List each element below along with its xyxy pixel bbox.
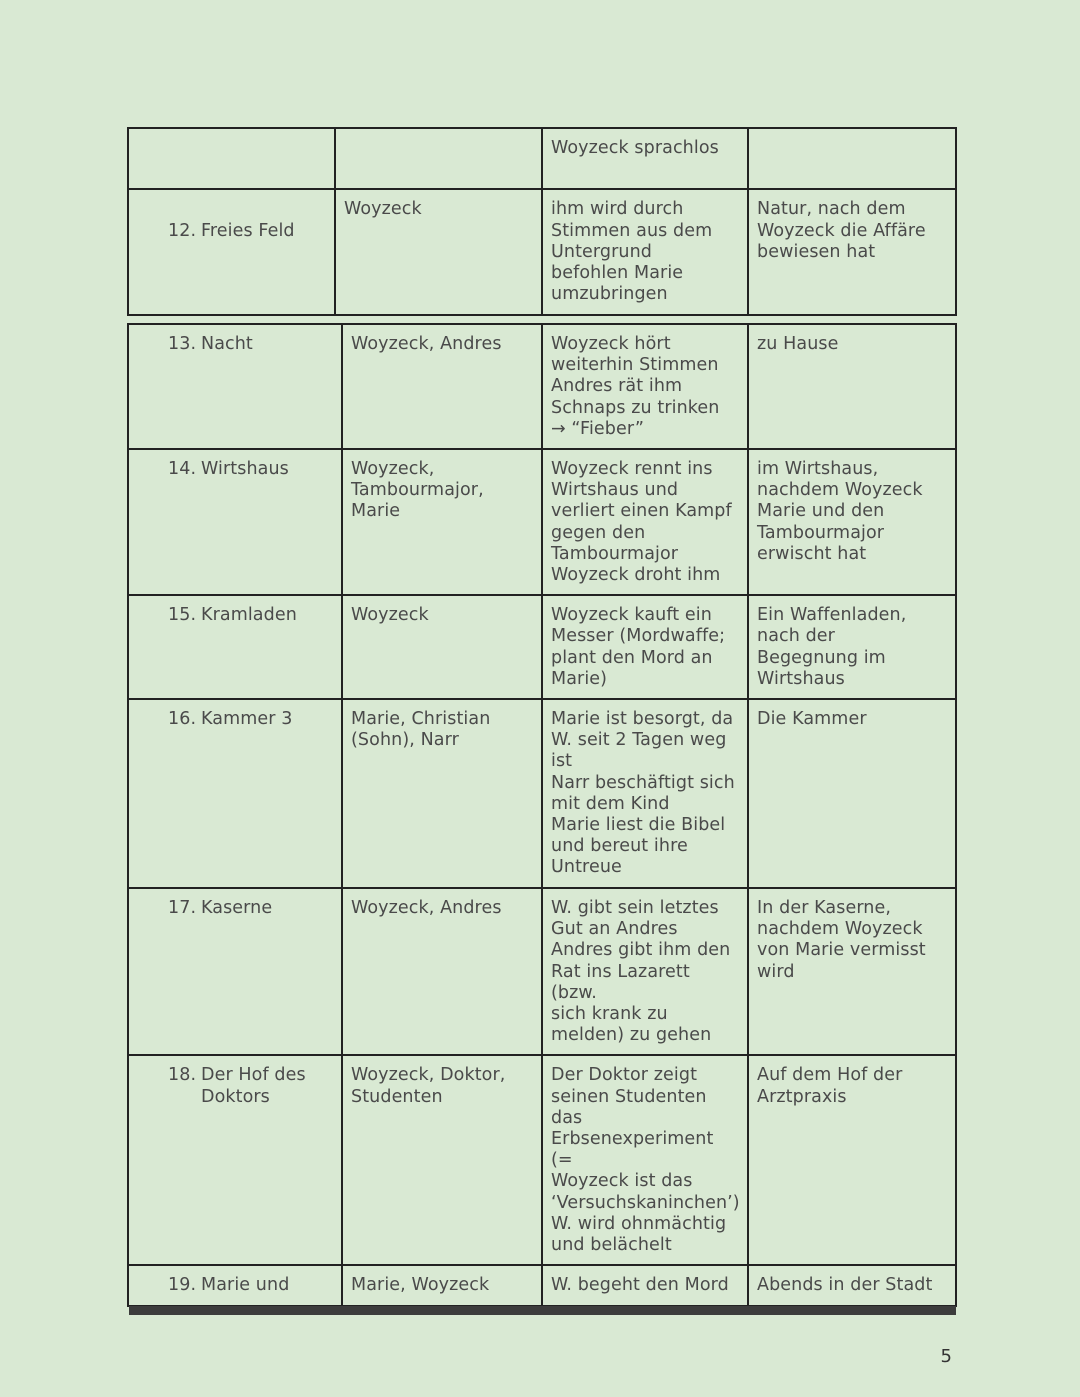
scene-number: 16. [168, 709, 197, 730]
content-cell: Der Doktor zeigt seinen Studenten das Erbsenexperiment (= Woyzeck ist das ‘Versuchskaninchen’) W. wird ohnmächtig und belächelt [542, 1055, 748, 1265]
scene-cell [128, 888, 342, 1055]
scene-cell [128, 1055, 342, 1265]
scene-number: 15. [168, 605, 197, 626]
characters-cell: Woyzeck [342, 595, 542, 699]
scene-cell [128, 699, 342, 888]
characters-cell: Woyzeck, Andres [342, 888, 542, 1055]
content-cell: Marie ist besorgt, da W. seit 2 Tagen weg ist Narr beschäftigt sich mit dem Kind Marie liest die Bibel und bereut ihre Untreue [542, 699, 748, 888]
scene-number: 13. [168, 334, 197, 354]
scene-place: Wirtshaus [201, 459, 289, 480]
table-row [128, 1055, 956, 1265]
scene-number: 19. [168, 1275, 197, 1296]
scene-table-top [127, 127, 957, 316]
location-cell: zu Hause [748, 324, 956, 449]
content-cell: W. begeht den Mord [542, 1265, 748, 1306]
scene-place: Kaserne [201, 898, 273, 919]
characters-cell: Woyzeck, Doktor, Studenten [342, 1055, 542, 1265]
location-cell: im Wirtshaus, nachdem Woyzeck Marie und den Tambourmajor erwischt hat [748, 449, 956, 595]
characters-cell: Woyzeck, Tambourmajor, Marie [342, 449, 542, 595]
table-row [128, 699, 956, 888]
location-cell [748, 128, 956, 189]
characters-cell: Marie, Christian (Sohn), Narr [342, 699, 542, 888]
scene-place: Kammer 3 [201, 709, 293, 730]
scene-cell [128, 324, 342, 449]
location-cell: Abends in der Stadt [748, 1265, 956, 1306]
table-row [128, 324, 956, 449]
scene-place: Freies Feld [201, 220, 295, 241]
content-cell: Woyzeck sprachlos [542, 128, 748, 189]
scene-number: 14. [168, 459, 197, 480]
location-cell: Die Kammer [748, 699, 956, 888]
table-row [128, 888, 956, 1055]
scene-number: 18. [168, 1065, 197, 1086]
content-cell: Woyzeck hört weiterhin Stimmen Andres rät ihm Schnaps zu trinken → “Fieber” [542, 324, 748, 449]
location-cell: In der Kaserne, nachdem Woyzeck von Marie vermisst wird [748, 888, 956, 1055]
scene-place: Marie und [201, 1275, 290, 1296]
scene-table-main [127, 323, 957, 1307]
scene-place: Der Hof des Doktors [201, 1065, 306, 1107]
footer-divider [129, 1306, 956, 1315]
scene-cell [128, 189, 335, 315]
table-row [128, 595, 956, 699]
location-cell: Natur, nach dem Woyzeck die Affäre bewiesen hat [748, 189, 956, 315]
location-cell: Ein Waffenladen, nach der Begegnung im Wirtshaus [748, 595, 956, 699]
content-cell: Woyzeck rennt ins Wirtshaus und verliert einen Kampf gegen den Tambourmajor Woyzeck droht ihm [542, 449, 748, 595]
scene-cell [128, 128, 335, 189]
characters-cell: Marie, Woyzeck [342, 1265, 542, 1306]
content-cell: ihm wird durch Stimmen aus dem Untergrund befohlen Marie umzubringen [542, 189, 748, 315]
scene-place: Nacht [201, 334, 253, 354]
scene-place: Kramladen [201, 605, 297, 626]
table-row [128, 189, 956, 315]
content-cell: Woyzeck kauft ein Messer (Mordwaffe; plant den Mord an Marie) [542, 595, 748, 699]
content-cell: W. gibt sein letztes Gut an Andres Andres gibt ihm den Rat ins Lazarett (bzw. sich krank zu melden) zu gehen [542, 888, 748, 1055]
scene-cell [128, 595, 342, 699]
characters-cell: Woyzeck [335, 189, 542, 315]
scene-number: 12. [168, 220, 197, 241]
scene-cell [128, 449, 342, 595]
table-row [128, 1265, 956, 1306]
characters-cell [335, 128, 542, 189]
table-row [128, 449, 956, 595]
page-number: 5 [940, 1346, 952, 1367]
location-cell: Auf dem Hof der Arztpraxis [748, 1055, 956, 1265]
scene-number: 17. [168, 898, 197, 919]
characters-cell: Woyzeck, Andres [342, 324, 542, 449]
table-row [128, 128, 956, 189]
scene-cell [128, 1265, 342, 1306]
